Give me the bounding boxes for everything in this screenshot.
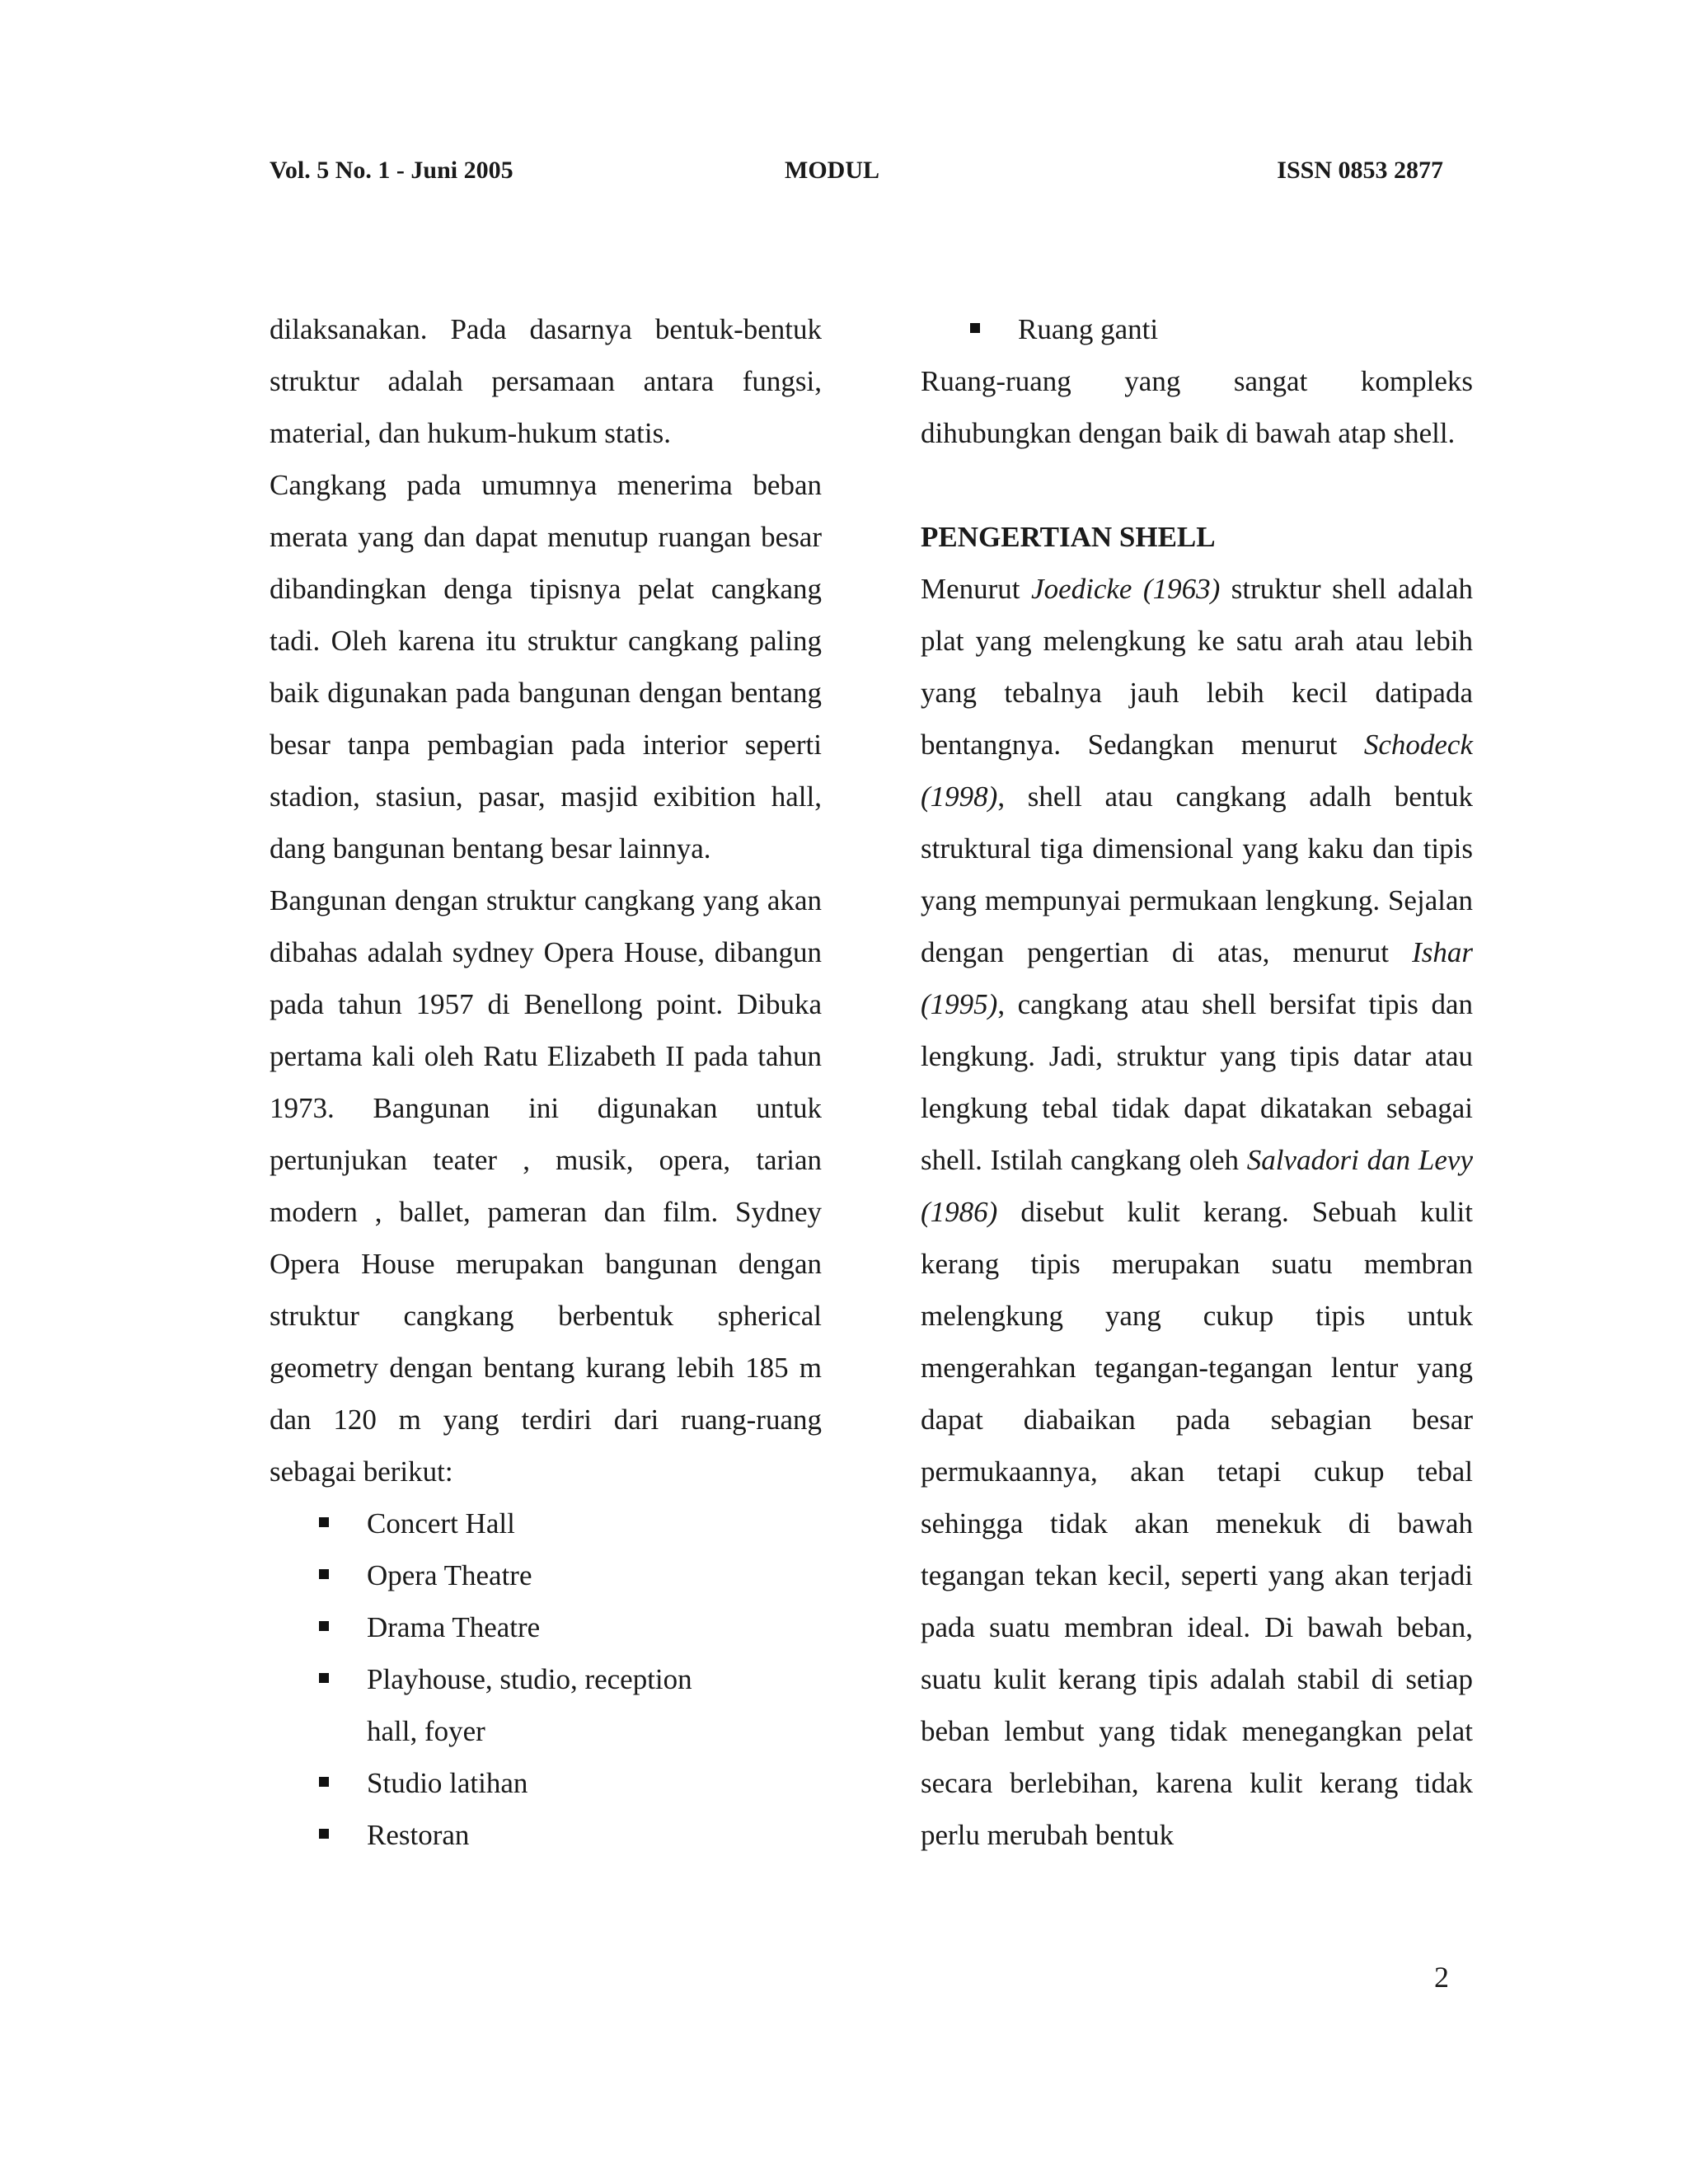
left-paragraph-2: Cangkang pada umumnya menerima beban merata yang dan dapat menutup ruangan besar dibandingkan denga tipisnya pelat cangkang tadi. Oleh karena itu struktur cangkang paling baik digunakan pada bangunan dengan bentang besar tanpa pembagian pada interior seperti stadion, stasiun, pasar, masjid exibition hall, dang bangunan bentang besar lainnya. <box>270 469 822 865</box>
square-bullet-icon <box>319 1569 329 1579</box>
citation-schodeck: Schodeck (1998) <box>921 729 1473 813</box>
page-number: 2 <box>1434 1961 1449 1994</box>
citation-joedicke: Joedicke (1963) <box>1031 573 1221 605</box>
list-item: Opera Theatre <box>270 1549 822 1601</box>
square-bullet-icon <box>319 1829 329 1839</box>
room-list-continued <box>921 303 1473 355</box>
room-list <box>270 1497 822 1861</box>
header-volume: Vol. 5 No. 1 - Juni 2005 <box>270 157 513 184</box>
list-item: Concert Hall <box>270 1497 822 1549</box>
left-paragraph-3: Bangunan dengan struktur cangkang yang akan dibahas adalah sydney Opera House, dibangun pada tahun 1957 di Benellong point. Dibuka pertama kali oleh Ratu Elizabeth II pada tahun 1973. Bangunan ini digunakan untuk pertunjukan teater , musik, opera, tarian modern , ballet, pameran dan film. Sydney Opera House merupakan bangunan dengan struktur cangkang berbentuk spherical geometry dengan bentang kurang lebih 185 m dan 120 m yang terdiri dari ruang-ruang sebagai berikut: <box>270 884 822 1488</box>
list-item: Studio latihan <box>270 1757 822 1809</box>
right-paragraph-1: Ruang-ruang yang sangat kompleks dihubungkan dengan baik di bawah atap shell. <box>921 365 1473 449</box>
running-header <box>270 157 1443 190</box>
square-bullet-icon <box>319 1673 329 1683</box>
list-item: Drama Theatre <box>270 1601 822 1653</box>
citation-ishar: Ishar (1995) <box>921 936 1473 1020</box>
left-column <box>270 303 822 1861</box>
right-paragraph-2: Menurut Joedicke (1963) struktur shell adalah plat yang melengkung ke satu arah atau lebih yang tebalnya jauh lebih kecil datipada bentangnya. Sedangkan menurut Schodeck (1998), shell atau cangkang adalh bentuk struktural tiga dimensional yang kaku dan tipis yang mempunyai permukaan lengkung. Sejalan dengan pengertian di atas, menurut Ishar (1995), cangkang atau shell bersifat tipis dan lengkung. Jadi, struktur yang tipis datar atau lengkung tebal tidak dapat dikatakan sebagai shell. Istilah cangkang oleh Salvadori dan Levy (1986) disebut kulit kerang. Sebuah kulit kerang tipis merupakan suatu membran melengkung yang cukup tipis untuk mengerahkan tegangan-tegangan lentur yang dapat diabaikan pada sebagian besar permukaannya, akan tetapi cukup tebal sehingga tidak akan menekuk di bawah tegangan tekan kecil, seperti yang akan terjadi pada suatu membran ideal. Di bawah beban, suatu kulit kerang tipis adalah stabil di setiap beban lembut yang tidak menegangkan pelat secara berlebihan, karena kulit kerang tidak perlu merubah bentuk <box>921 573 1473 1851</box>
header-issn: ISSN 0853 2877 <box>1277 157 1443 184</box>
section-title: PENGERTIAN SHELL <box>921 521 1216 553</box>
square-bullet-icon <box>319 1621 329 1631</box>
citation-salvadori-levy: Salvadori dan Levy (1986) <box>921 1144 1473 1228</box>
square-bullet-icon <box>970 323 980 333</box>
list-item: Playhouse, studio, reception hall, foyer <box>270 1653 721 1757</box>
list-item: Ruang ganti <box>921 303 1473 355</box>
right-column <box>921 303 1473 1861</box>
square-bullet-icon <box>319 1777 329 1787</box>
left-paragraph-1: dilaksanakan. Pada dasarnya bentuk-bentuk struktur adalah persamaan antara fungsi, material, dan hukum-hukum statis. <box>270 313 822 449</box>
square-bullet-icon <box>319 1517 329 1527</box>
list-item: Restoran <box>270 1809 822 1861</box>
header-journal-name: MODUL <box>785 157 879 184</box>
